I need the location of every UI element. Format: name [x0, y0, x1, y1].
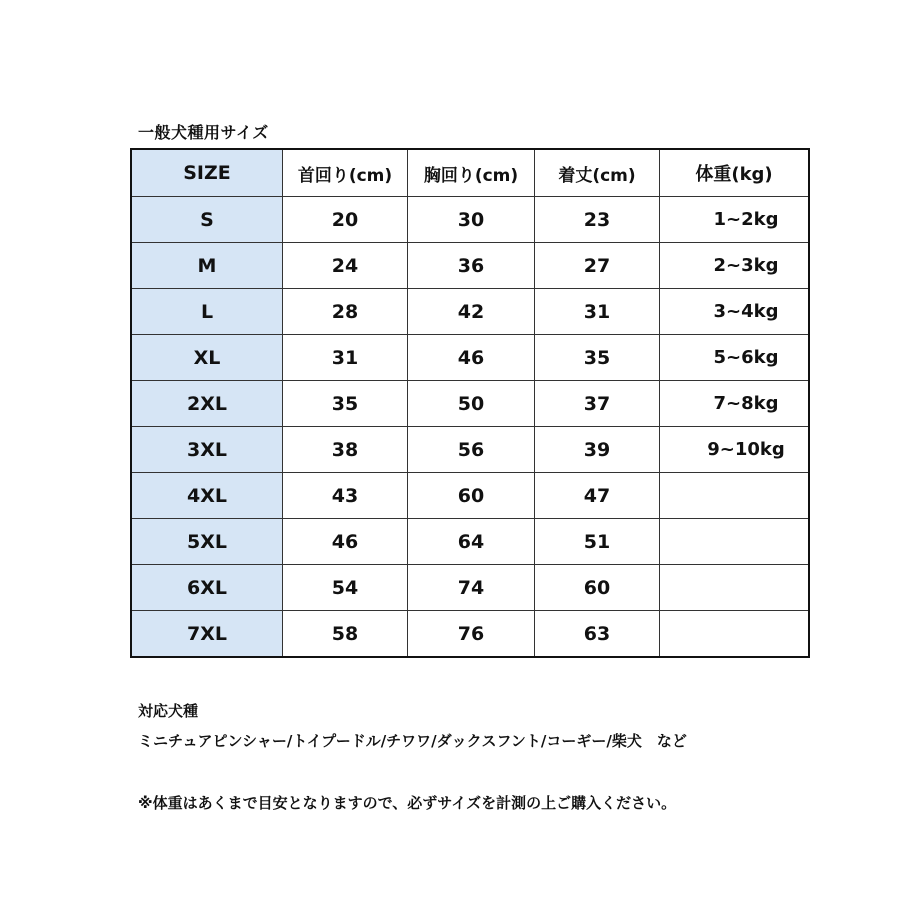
table-header-row [131, 149, 809, 197]
table-row [131, 381, 809, 427]
cell-size: XL [131, 335, 283, 381]
cell-size: 3XL [131, 427, 283, 473]
cell-size: 4XL [131, 473, 283, 519]
cell-weight [660, 473, 810, 519]
page-title: 一般犬種用サイズ [138, 123, 269, 142]
cell-weight: 3~4kg [660, 289, 810, 335]
header-weight: 体重(kg) [660, 149, 810, 197]
cell-neck: 20 [283, 197, 408, 243]
cell-weight: 5~6kg [660, 335, 810, 381]
cell-weight [660, 519, 810, 565]
cell-chest: 42 [408, 289, 535, 335]
cell-size: 6XL [131, 565, 283, 611]
cell-length: 31 [535, 289, 660, 335]
cell-length: 63 [535, 611, 660, 658]
cell-chest: 50 [408, 381, 535, 427]
weight-note: ※体重はあくまで目安となりますので、必ずサイズを計測の上ご購入ください。 [138, 794, 677, 812]
cell-length: 47 [535, 473, 660, 519]
cell-neck: 46 [283, 519, 408, 565]
cell-chest: 64 [408, 519, 535, 565]
cell-length: 39 [535, 427, 660, 473]
cell-length: 51 [535, 519, 660, 565]
cell-weight [660, 611, 810, 658]
cell-weight: 9~10kg [660, 427, 810, 473]
cell-neck: 28 [283, 289, 408, 335]
table-row [131, 335, 809, 381]
cell-size: L [131, 289, 283, 335]
compatible-breeds-label: 対応犬種 [138, 702, 199, 720]
cell-neck: 31 [283, 335, 408, 381]
cell-chest: 46 [408, 335, 535, 381]
table-body [131, 197, 809, 658]
header-neck: 首回り(cm) [283, 149, 408, 197]
cell-length: 23 [535, 197, 660, 243]
cell-size: M [131, 243, 283, 289]
cell-chest: 36 [408, 243, 535, 289]
table-row [131, 243, 809, 289]
cell-weight: 7~8kg [660, 381, 810, 427]
header-chest: 胸回り(cm) [408, 149, 535, 197]
cell-neck: 54 [283, 565, 408, 611]
cell-neck: 38 [283, 427, 408, 473]
header-length: 着丈(cm) [535, 149, 660, 197]
cell-size: 7XL [131, 611, 283, 658]
cell-neck: 24 [283, 243, 408, 289]
cell-chest: 56 [408, 427, 535, 473]
cell-chest: 60 [408, 473, 535, 519]
cell-neck: 35 [283, 381, 408, 427]
cell-length: 60 [535, 565, 660, 611]
table-row [131, 289, 809, 335]
table-row [131, 473, 809, 519]
header-size: SIZE [131, 149, 283, 197]
table-row [131, 197, 809, 243]
cell-size: 5XL [131, 519, 283, 565]
cell-neck: 43 [283, 473, 408, 519]
cell-chest: 74 [408, 565, 535, 611]
cell-neck: 58 [283, 611, 408, 658]
cell-chest: 76 [408, 611, 535, 658]
compatible-breeds-list: ミニチュアピンシャー/トイプードル/チワワ/ダックスフント/コーギー/柴犬 など [138, 732, 687, 750]
cell-size: 2XL [131, 381, 283, 427]
cell-weight: 1~2kg [660, 197, 810, 243]
cell-length: 35 [535, 335, 660, 381]
cell-weight [660, 565, 810, 611]
cell-weight: 2~3kg [660, 243, 810, 289]
size-chart-table [130, 148, 810, 658]
cell-chest: 30 [408, 197, 535, 243]
table-row [131, 565, 809, 611]
table-row [131, 427, 809, 473]
cell-length: 37 [535, 381, 660, 427]
cell-size: S [131, 197, 283, 243]
cell-length: 27 [535, 243, 660, 289]
table-row [131, 611, 809, 658]
table-row [131, 519, 809, 565]
